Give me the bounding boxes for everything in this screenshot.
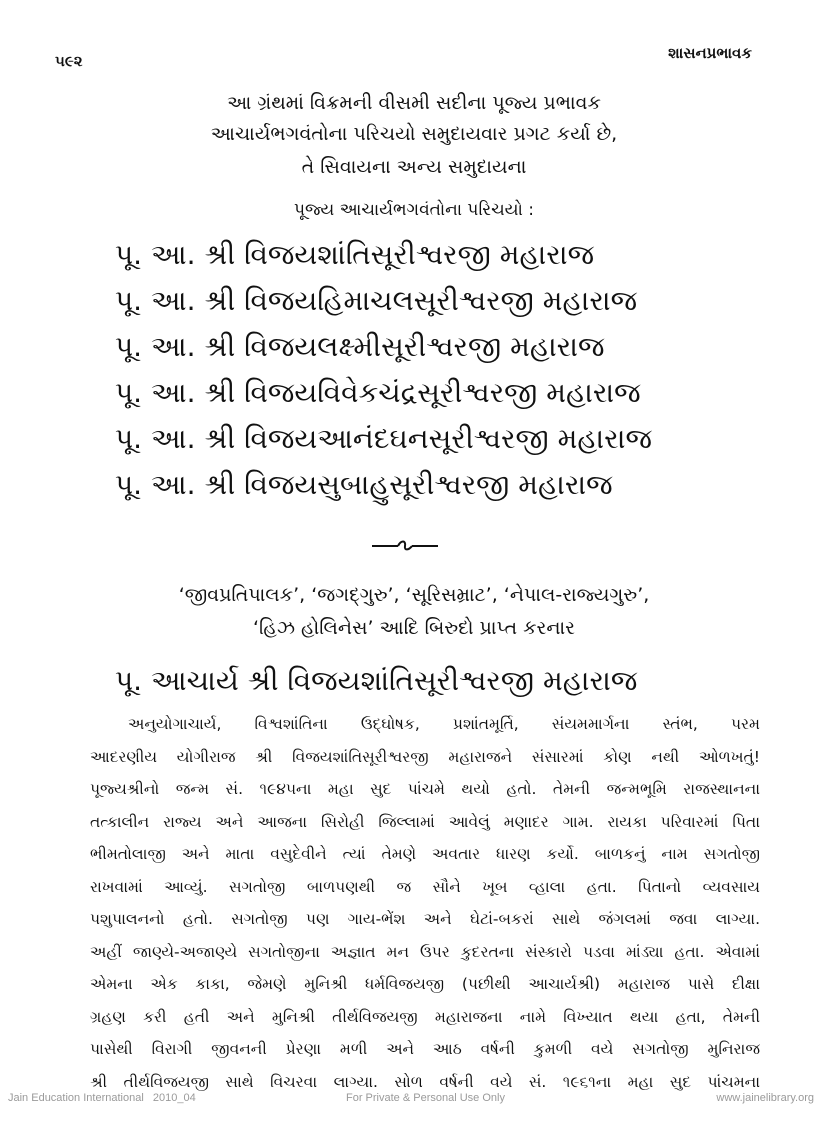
intro-line: આચાર્યભગવંતોના પરિચયો સમુદાયવાર પ્રગટ કર્યા છે, bbox=[210, 123, 618, 145]
ornament-divider bbox=[370, 538, 440, 552]
paragraph-line: શ્રી તીર્થવિજયજી સાથે વિચરવા લાગ્યા. સોળ વર્ષની વયે સં. ૧૯૬૧ના મહા સુદ પાંચમના bbox=[90, 1072, 760, 1091]
paragraph-line: તત્કાલીન રાજ્ય અને આજના સિરોહી જિલ્લામાં આવેલું મણાદર ગામ. રાયકા પરિવારમાં પિતા bbox=[90, 812, 760, 831]
paragraph-line: અહીં જાણ્યે-અજાણ્યે સગતોજીના અજ્ઞાત મન ઉપર કુદરતના સંસ્કારો પડવા માંડ્યા હતા. એવામાં bbox=[90, 942, 760, 961]
acharya-name: પૂ. આ. શ્રી વિજયશાંતિસૂરીશ્વરજી મહારાજ bbox=[115, 238, 595, 271]
acharya-name: પૂ. આ. શ્રી વિજયહિમાચલસૂરીશ્વરજી મહારાજ bbox=[115, 284, 638, 317]
footer-publisher: Jain Education International 2010_04 bbox=[8, 1092, 196, 1104]
page-number: ૫૯૨ bbox=[55, 52, 83, 70]
footer-usage-note: For Private & Personal Use Only bbox=[346, 1092, 505, 1104]
paragraph-line: રાખવામાં આવ્યું. સગતોજી બાળપણથી જ સૌને ખૂબ વ્હાલા હતા. પિતાનો વ્યવસાય bbox=[90, 877, 760, 896]
acharya-name: પૂ. આ. શ્રી વિજયસુબાહુસૂરીશ્વરજી મહારાજ bbox=[115, 468, 613, 501]
paragraph-line: પૂજ્યશ્રીનો જન્મ સં. ૧૯૪૫ના મહા સુદ પાંચમે થયો હતો. તેમની જન્મભૂમિ રાજસ્થાનના bbox=[90, 780, 760, 798]
paragraph-line: પશુપાલનનો હતો. સગતોજી પણ ગાય-ભેંશ અને ઘેટાં-બકરાં સાથે જંગલમાં જવા લાગ્યા. bbox=[90, 910, 760, 928]
acharya-name: પૂ. આ. શ્રી વિજયલક્ષ્મીસૂરીશ્વરજી મહારાજ bbox=[115, 330, 605, 363]
biography-paragraph bbox=[90, 708, 760, 1098]
paragraph-line: ગ્રહણ કરી હતી અને મુનિશ્રી તીર્થવિજયજી મહારાજના નામે વિખ્યાત થયા હતા, તેમની bbox=[90, 1007, 760, 1026]
paragraph-line: આદરણીય યોગીરાજ શ્રી વિજયશાંતિસૂરીશ્વરજી મહારાજને સંસારમાં કોણ નથી ઓળખતું! bbox=[90, 747, 760, 766]
intro-line: તે સિવાયના અન્ય સમુદાયના bbox=[301, 156, 527, 178]
intro-line: આ ગ્રંથમાં વિક્રમની વીસમી સદીના પૂજ્ય પ્રભાવક bbox=[227, 92, 601, 114]
section-heading: પૂ. આચાર્ય શ્રી વિજયશાંતિસૂરીશ્વરજી મહારાજ bbox=[115, 664, 638, 697]
intro-line: પૂજ્ય આચાર્યભગવંતોના પરિચયો : bbox=[294, 200, 534, 220]
titles-line: ‘હિઝ હોલિનેસ’ આદિ બિરુદો પ્રાપ્ત કરનાર bbox=[253, 617, 575, 639]
paragraph-line: એમના એક કાકા, જેમણે મુનિશ્રી ધર્મવિજયજી (પછીથી આચાર્યશ્રી) મહારાજ પાસે દીક્ષા bbox=[90, 975, 760, 993]
paragraph-line: પાસેથી વિરાગી જીવનની પ્રેરણા મળી અને આઠ વર્ષની કુમળી વયે સગતોજી મુનિરાજ bbox=[90, 1040, 760, 1058]
acharya-name: પૂ. આ. શ્રી વિજયઆનંદઘનસૂરીશ્વરજી મહારાજ bbox=[115, 422, 652, 455]
acharya-name: પૂ. આ. શ્રી વિજયવિવેકચંદ્રસૂરીશ્વરજી મહારાજ bbox=[115, 376, 641, 409]
paragraph-line: ભીમતોલાજી અને માતા વસુદેવીને ત્યાં તેમણે અવતાર ધારણ કર્યો. બાળકનું નામ સગતોજી bbox=[90, 845, 760, 863]
titles-line: ‘જીવપ્રતિપાલક’, ‘જગદ્ગુરુ’, ‘સૂરિસમ્રાટ’, ‘નેપાલ-રાજ્યગુરુ’, bbox=[178, 584, 650, 606]
paragraph-line: અનુયોગાચાર્ય, વિશ્વશાંતિના ઉદ્‌ઘોષક, પ્રશાંતમૂર્તિ, સંયમમાર્ગના સ્તંભ, પરમ bbox=[128, 715, 760, 733]
running-title: શાસનપ્રભાવક bbox=[668, 44, 752, 62]
footer-website-link[interactable]: www.jainelibrary.org bbox=[716, 1092, 814, 1104]
